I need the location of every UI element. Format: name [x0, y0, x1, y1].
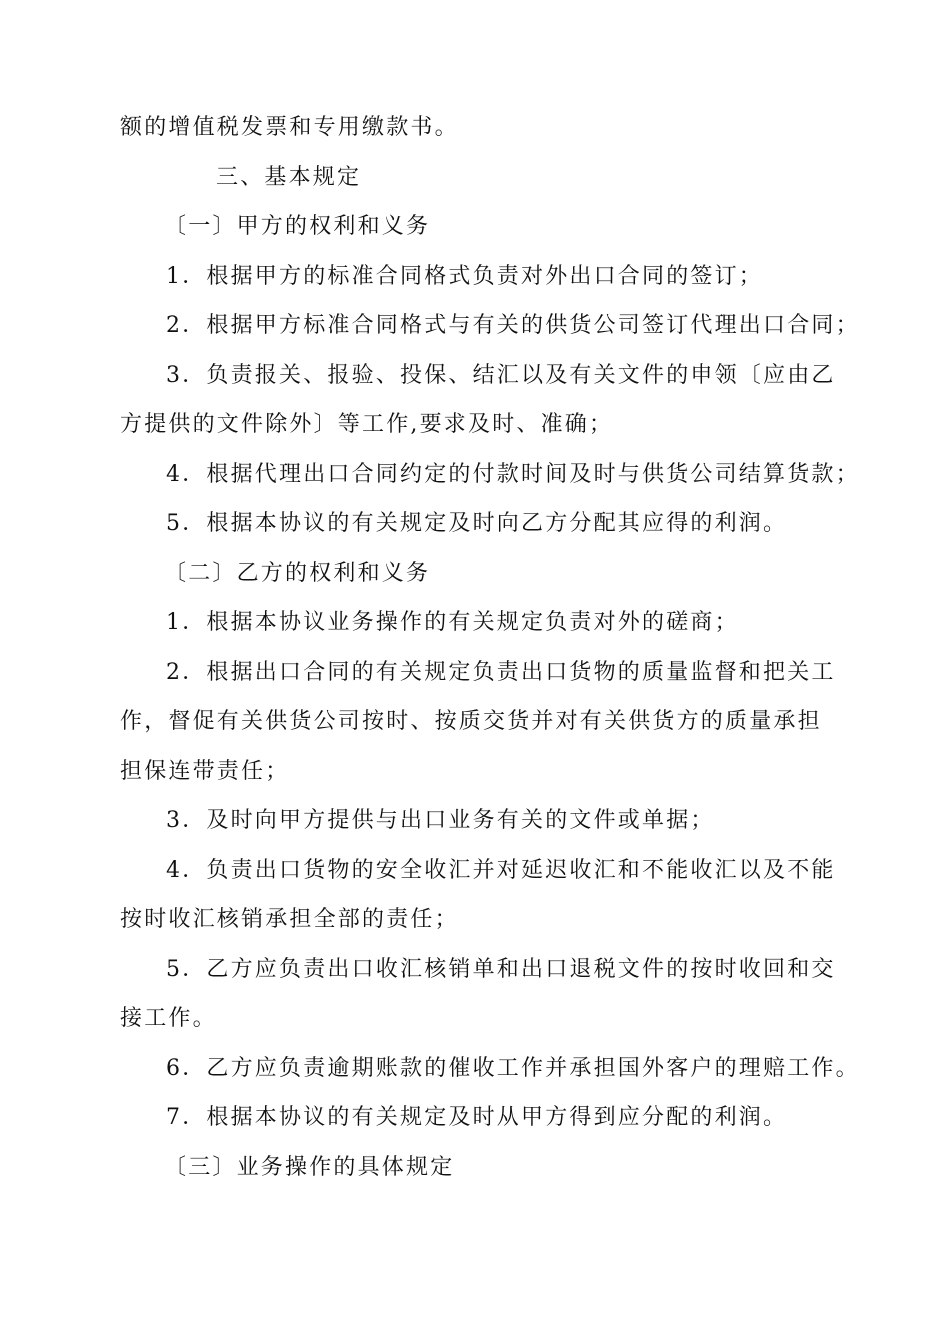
section-heading-basic-rules: 三、基本规定 [216, 165, 362, 190]
list-item-a2: 2．根据甲方标准合同格式与有关的供货公司签订代理出口合同； [166, 313, 860, 338]
list-item-a4: 4．根据代理出口合同约定的付款时间及时与供货公司结算货款； [166, 462, 860, 487]
list-item-b2-continued: 作，督促有关供货公司按时、按质交货并对有关供货方的质量承担 [120, 709, 822, 734]
list-item-b6: 6．乙方应负责逾期账款的催收工作并承担国外客户的理赔工作。 [166, 1056, 860, 1081]
list-item-b1: 1．根据本协议业务操作的有关规定负责对外的磋商； [166, 610, 739, 635]
subsection-heading-operations: 〔三〕业务操作的具体规定 [164, 1155, 455, 1180]
subsection-heading-party-a: 〔一〕甲方的权利和义务 [164, 214, 431, 239]
list-item-a5: 5．根据本协议的有关规定及时向乙方分配其应得的利润。 [166, 511, 788, 536]
list-item-b4-continued: 按时收汇核销承担全部的责任； [120, 907, 459, 932]
list-item-a1: 1．根据甲方的标准合同格式负责对外出口合同的签订； [166, 264, 763, 289]
list-item-b5-continued: 接工作。 [120, 1006, 217, 1031]
list-item-b2: 2．根据出口合同的有关规定负责出口货物的质量监督和把关工 [166, 660, 836, 685]
list-item-a3-continued: 方提供的文件除外〕等工作,要求及时、准确； [120, 412, 614, 437]
text-line-continuation: 额的增值税发票和专用缴款书。 [120, 115, 459, 140]
list-item-b3: 3．及时向甲方提供与出口业务有关的文件或单据； [166, 808, 715, 833]
list-item-a3: 3．负责报关、报验、投保、结汇以及有关文件的申领〔应由乙 [166, 363, 836, 388]
subsection-heading-party-b: 〔二〕乙方的权利和义务 [164, 561, 431, 586]
list-item-b2-continued-2: 担保连带责任； [120, 759, 290, 784]
list-item-b7: 7．根据本协议的有关规定及时从甲方得到应分配的利润。 [166, 1105, 788, 1130]
list-item-b4: 4．负责出口货物的安全收汇并对延迟收汇和不能收汇以及不能 [166, 858, 836, 883]
list-item-b5: 5．乙方应负责出口收汇核销单和出口退税文件的按时收回和交 [166, 957, 836, 982]
